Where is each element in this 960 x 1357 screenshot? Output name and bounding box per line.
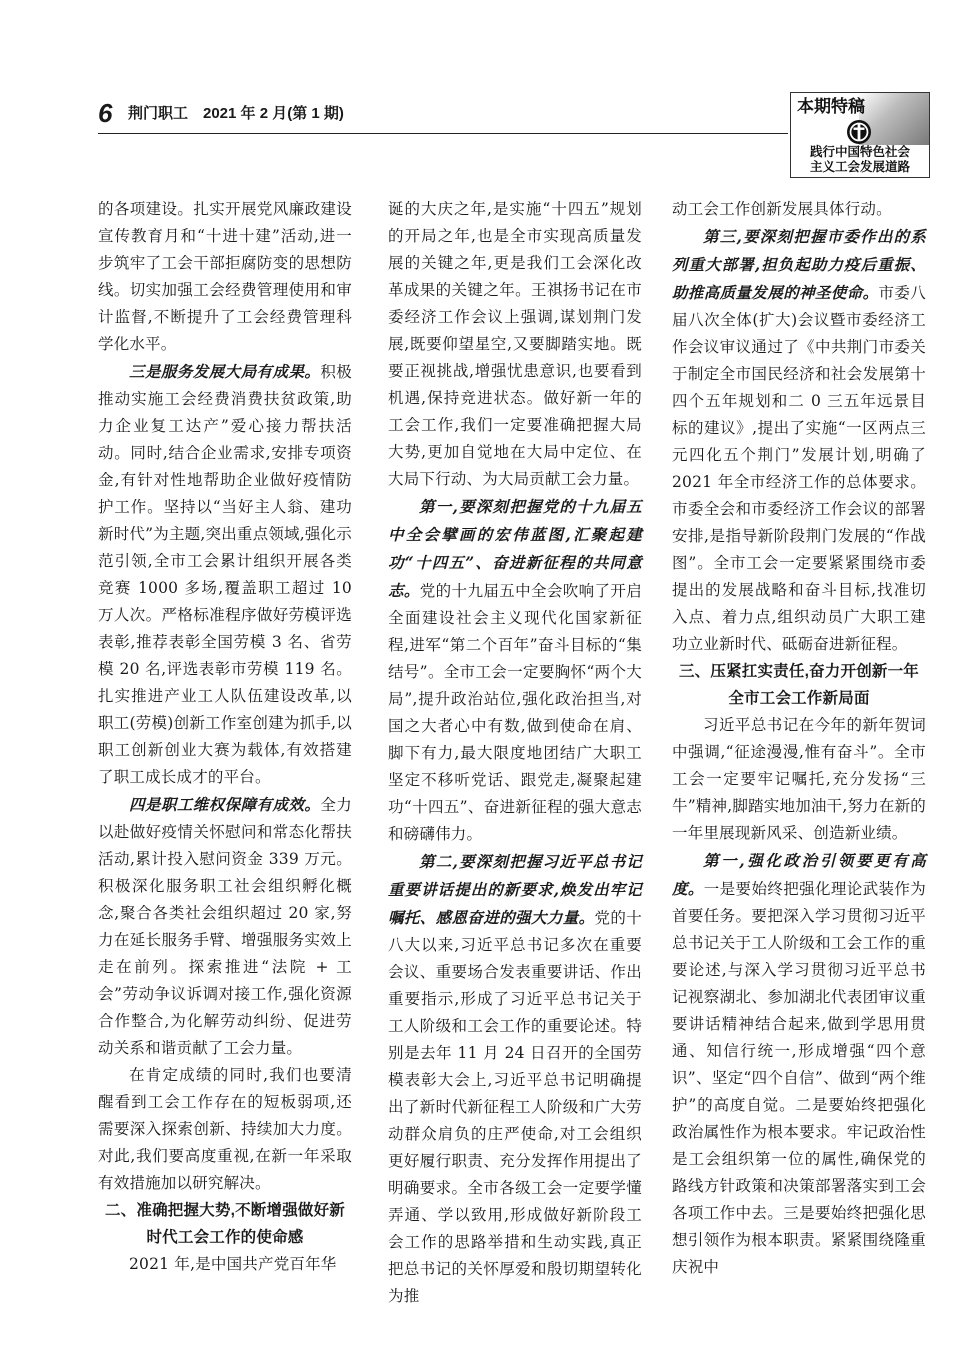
paragraph-text: 全力以赴做好疫情关怀慰问和常态化帮扶活动,累计投入慰问资金 339 万元。积极深化服务职工社会组织孵化概念,聚合各类社会组织超过 20 家,努力在延长服务手臂、增强服务实效上走在前列。探索推进“法院 + 工会”劳动争议诉调对接工作,强化资源合作整合,为化解劳动纠纷、促进劳动关系和谐贡献了工会力量。 xyxy=(98,796,352,1057)
paragraph: 在肯定成绩的同时,我们也要清醒看到工会工作存在的短板弱项,还需要深入探索创新、持续加大力度。对此,我们要高度重视,在新一年采取有效措施加以研究解决。 xyxy=(98,1066,352,1192)
section-heading: 二、准确把握大势,不断增强做好新时代工会工作的使命感 xyxy=(104,1202,345,1246)
paragraph: 2021 年,是中国共产党百年华 xyxy=(129,1255,337,1273)
paragraph: 习近平总书记在今年的新年贺词中强调,“征途漫漫,惟有奋斗”。全市工会一定要牢记嘱托,充分发扬“三牛”精神,脚踏实地加油干,努力在新的一年里展现新风采、创造新业绩。 xyxy=(672,716,926,842)
union-emblem-icon xyxy=(846,119,872,145)
paragraph xyxy=(388,848,642,1310)
paragraph xyxy=(98,791,352,1062)
badge-title: 本期特稿 xyxy=(797,97,865,116)
paragraph xyxy=(672,223,926,658)
paragraph xyxy=(98,358,352,791)
column-left xyxy=(98,196,352,1278)
paragraph-text: 积极推动实施工会经费消费扶贫政策,助力企业复工达产”爱心接力帮扶活动。同时,结合企业需求,安排专项资金,有针对性地帮助企业做好疫情防护工作。坚持以“当好主人翁、建功新时代”为主题,突出重点领域,强化示范引领,全市工会累计组织开展各类竞赛 1000 多场,覆盖职工超过 10 万人次。严格标准程序做好劳模评选表彰,推荐表彰全国劳模 3 名、省劳模 20 名,评选表彰市劳模 119 名。扎实推进产业工人队伍建设改革,以职工(劳模)创新工作室创建为抓手,以职工创新创业大赛为载体,有效搭建了职工成长成才的平台。 xyxy=(98,363,352,786)
paragraph-lead: 四是职工维权保障有成效。 xyxy=(129,795,321,814)
running-header xyxy=(98,96,788,132)
paragraph: 诞的大庆之年,是实施“十四五”规划的开局之年,也是全市实现高质量发展的关键之年,更是我们工会深化改革成果的关键之年。王祺扬书记在市委经济工作会议上强调,谋划荆门发展,既要仰望星空,又要脚踏实地。既要正视挑战,增强忧患意识,也要看到机遇,保持竞进状态。做好新一年的工会工作,我们一定要准确把握大局大势,更加自觉地在大局中定位、在大局下行动、为大局贡献工会力量。 xyxy=(388,200,642,488)
feature-badge xyxy=(790,92,930,178)
publication-line: 荆门职工 2021 年 2 月(第 1 期) xyxy=(128,105,344,122)
section-heading: 三、压紧扛实责任,奋力开创新一年全市工会工作新局面 xyxy=(678,663,919,707)
paragraph-text: 市委八届八次全体(扩大)会议暨市委经济工作会议审议通过了《中共荆门市委关于制定全市国民经济和社会发展第十四个五年规划和二 0 三五年远景目标的建议》,提出了实施“一区两点三元四化五个荆门”发展计划,明确了 2021 年全市经济工作的总体要求。市委全会和市委经济工作会议的部署安排,是指导新阶段荆门发展的“作战图”。全市工会一定要紧紧围绕市委提出的发展战略和奋斗目标,找准切入点、着力点,组织动员广大职工建功立业新时代、砥砺奋进新征程。 xyxy=(672,284,926,653)
page-number: 6 xyxy=(98,98,113,128)
badge-subtitle xyxy=(793,145,927,175)
badge-subtitle-line1: 践行中国特色社会 xyxy=(809,145,910,159)
paragraph-lead: 第二,要深刻把握习近平总书记重要讲话提出的新要求,焕发出牢记嘱托、感恩奋进的强大力量。 xyxy=(388,852,642,927)
header-rule xyxy=(98,133,788,134)
paragraph xyxy=(672,847,926,1281)
paragraph: 的各项建设。扎实开展党风廉政建设宣传教育月和“十进十建”活动,进一步筑牢了工会干部拒腐防变的思想防线。切实加强工会经费管理使用和审计监督,不断提升了工会经费管理科学化水平。 xyxy=(98,200,352,353)
paragraph-text: 一是要始终把强化理论武装作为首要任务。要把深入学习贯彻习近平总书记关于工人阶级和工会工作的重要论述,与深入学习贯彻习近平总书记视察湖北、参加湖北代表团审议重要讲话精神结合起来,做到学思用贯通、知信行统一,形成增强“四个意识”、坚定“四个自信”、做到“两个维护”的高度自觉。二是要始终把强化政治属性作为根本要求。牢记政治性是工会组织第一位的属性,确保党的路线方针政策和决策部署落实到工会各项工作中去。三是要始终把强化思想引领作为根本职责。紧紧围绕隆重庆祝中 xyxy=(672,880,926,1276)
paragraph xyxy=(388,493,642,848)
paragraph-text: 党的十八大以来,习近平总书记多次在重要会议、重要场合发表重要讲话、作出重要指示,形成了习近平总书记关于工人阶级和工会工作的重要论述。特别是去年 11 月 24 日召开的全国劳模表彰大会上,习近平总书记明确提出了新时代新征程工人阶级和广大劳动群众肩负的庄严使命,对工会组织更好履行职责、充分发挥作用提出了明确要求。全市各级工会一定要学懂弄通、学以致用,形成做好新阶段工会工作的思路举措和生动实践,真正把总书记的关怀厚爱和殷切期望转化为推 xyxy=(388,909,642,1305)
column-right xyxy=(672,196,926,1281)
paragraph-text: 党的十九届五中全会吹响了开启全面建设社会主义现代化国家新征程,进军“第二个百年”奋斗目标的“集结号”。全市工会一定要胸怀“两个大局”,提升政治站位,强化政治担当,对国之大者心中有数,做到使命在肩、脚下有力,最大限度地团结广大职工坚定不移听党话、跟党走,凝聚起建功“十四五”、奋进新征程的强大意志和磅礴伟力。 xyxy=(388,582,642,843)
badge-subtitle-line2: 主义工会发展道路 xyxy=(809,160,910,174)
paragraph-lead: 第三,要深刻把握市委作出的系列重大部署,担负起助力疫后重振、助推高质量发展的神圣使命。 xyxy=(672,227,926,302)
paragraph-lead: 三是服务发展大局有成果。 xyxy=(129,362,321,381)
paragraph: 动工会工作创新发展具体行动。 xyxy=(672,200,892,218)
column-middle xyxy=(388,196,642,1310)
paragraph-lead: 第一,要深刻把握党的十九届五中全会擘画的宏伟蓝图,汇聚起建功“十四五”、奋进新征程的共同意志。 xyxy=(388,497,642,600)
paragraph-lead: 第一,强化政治引领要更有高度。 xyxy=(672,851,926,898)
